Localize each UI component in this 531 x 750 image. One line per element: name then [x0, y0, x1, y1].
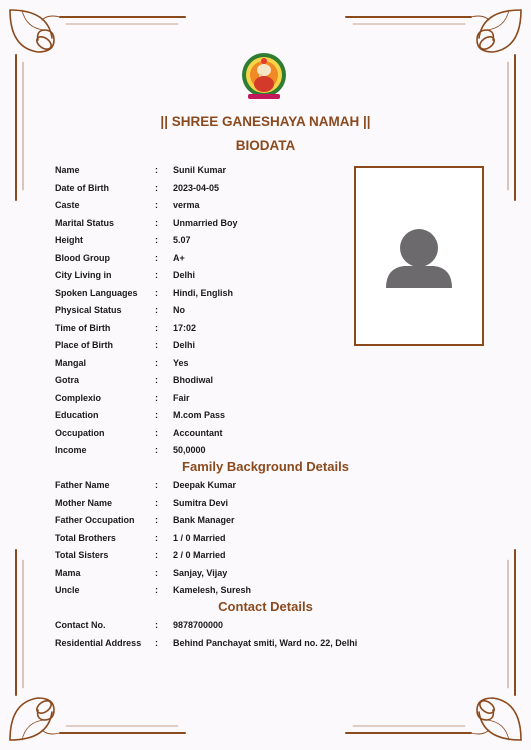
detail-label: Gotra — [55, 375, 80, 385]
detail-separator: : — [155, 620, 158, 630]
detail-value: Bank Manager — [173, 515, 235, 525]
detail-value: Yes — [173, 357, 189, 368]
detail-label: Father Occupation — [55, 515, 135, 525]
detail-value: 50,0000 — [173, 445, 206, 455]
detail-label: Residential Address — [55, 637, 142, 648]
detail-separator: : — [155, 217, 158, 228]
detail-label: Mama — [55, 567, 81, 578]
detail-separator: : — [155, 637, 158, 648]
detail-value: verma — [173, 200, 200, 210]
detail-value: Bhodiwal — [173, 375, 213, 385]
detail-label: Contact No. — [55, 620, 106, 630]
detail-label: Date of Birth — [55, 182, 109, 193]
detail-value: 9878700000 — [173, 620, 224, 630]
detail-value: 1 / 0 Married — [173, 532, 226, 543]
detail-separator: : — [155, 410, 158, 420]
detail-separator: : — [155, 165, 158, 175]
detail-label: Name — [55, 165, 80, 175]
detail-separator: : — [155, 200, 158, 210]
detail-separator: : — [155, 480, 158, 490]
detail-separator: : — [155, 357, 158, 368]
detail-label: Uncle — [55, 585, 80, 595]
detail-label: Mother Name — [55, 497, 113, 508]
detail-value: 5.07 — [173, 235, 191, 245]
detail-separator: : — [155, 550, 158, 560]
detail-separator: : — [155, 287, 158, 298]
detail-label: Income — [55, 445, 87, 455]
detail-label: Mangal — [55, 357, 87, 368]
family-section-heading: Family Background Details — [182, 459, 349, 474]
detail-label: Total Sisters — [55, 550, 109, 560]
detail-label: Physical Status — [55, 305, 122, 315]
detail-separator: : — [155, 497, 158, 508]
detail-value: Deepak Kumar — [173, 480, 237, 490]
detail-separator: : — [155, 252, 158, 263]
detail-label: City Living in — [55, 270, 112, 280]
detail-value: 2023-04-05 — [173, 182, 220, 193]
detail-value: Hindi, English — [173, 287, 233, 298]
detail-value: Sanjay, Vijay — [173, 567, 228, 578]
detail-label: Occupation — [55, 427, 105, 438]
detail-label: Complexio — [55, 392, 102, 403]
detail-separator: : — [155, 585, 158, 595]
detail-value: Sumitra Devi — [173, 497, 229, 508]
detail-value: Delhi — [173, 340, 196, 350]
avatar-placeholder-icon — [356, 168, 482, 344]
detail-value: M.com Pass — [173, 410, 226, 420]
detail-value: 2 / 0 Married — [173, 550, 226, 560]
detail-label: Education — [55, 410, 99, 420]
page-title: BIODATA — [235, 138, 296, 153]
detail-label: Marital Status — [55, 217, 115, 228]
detail-separator: : — [155, 427, 158, 438]
detail-label: Height — [55, 235, 83, 245]
contact-section-heading: Contact Details — [218, 599, 313, 614]
detail-separator: : — [155, 235, 158, 245]
detail-separator: : — [155, 532, 158, 543]
detail-value: No — [173, 305, 185, 315]
detail-separator: : — [155, 305, 158, 315]
detail-value: Behind Panchayat smiti, Ward no. 22, Delhi — [173, 637, 358, 648]
detail-label: Total Brothers — [55, 532, 116, 543]
detail-separator: : — [155, 340, 158, 350]
detail-separator: : — [155, 445, 158, 455]
invocation-heading: || SHREE GANESHAYA NAMAH || — [160, 114, 371, 129]
detail-label: Caste — [55, 200, 80, 210]
profile-photo-frame — [354, 166, 484, 346]
detail-separator: : — [155, 515, 158, 525]
ganesha-emblem-icon — [240, 50, 288, 102]
detail-separator: : — [155, 392, 158, 403]
detail-separator: : — [155, 270, 158, 280]
detail-label: Father Name — [55, 480, 110, 490]
detail-label: Spoken Languages — [55, 287, 138, 298]
detail-value: Sunil Kumar — [173, 165, 227, 175]
detail-separator: : — [155, 322, 158, 333]
detail-value: A+ — [173, 252, 185, 263]
detail-label: Place of Birth — [55, 340, 114, 350]
detail-value: Accountant — [173, 427, 223, 438]
detail-label: Time of Birth — [55, 322, 111, 333]
detail-separator: : — [155, 182, 158, 193]
detail-label: Blood Group — [55, 252, 110, 263]
detail-value: Delhi — [173, 270, 196, 280]
detail-value: Fair — [173, 392, 190, 403]
detail-separator: : — [155, 567, 158, 578]
detail-separator: : — [155, 375, 158, 385]
detail-value: Kamelesh, Suresh — [173, 585, 252, 595]
detail-value: 17:02 — [173, 322, 197, 333]
detail-value: Unmarried Boy — [173, 217, 238, 228]
